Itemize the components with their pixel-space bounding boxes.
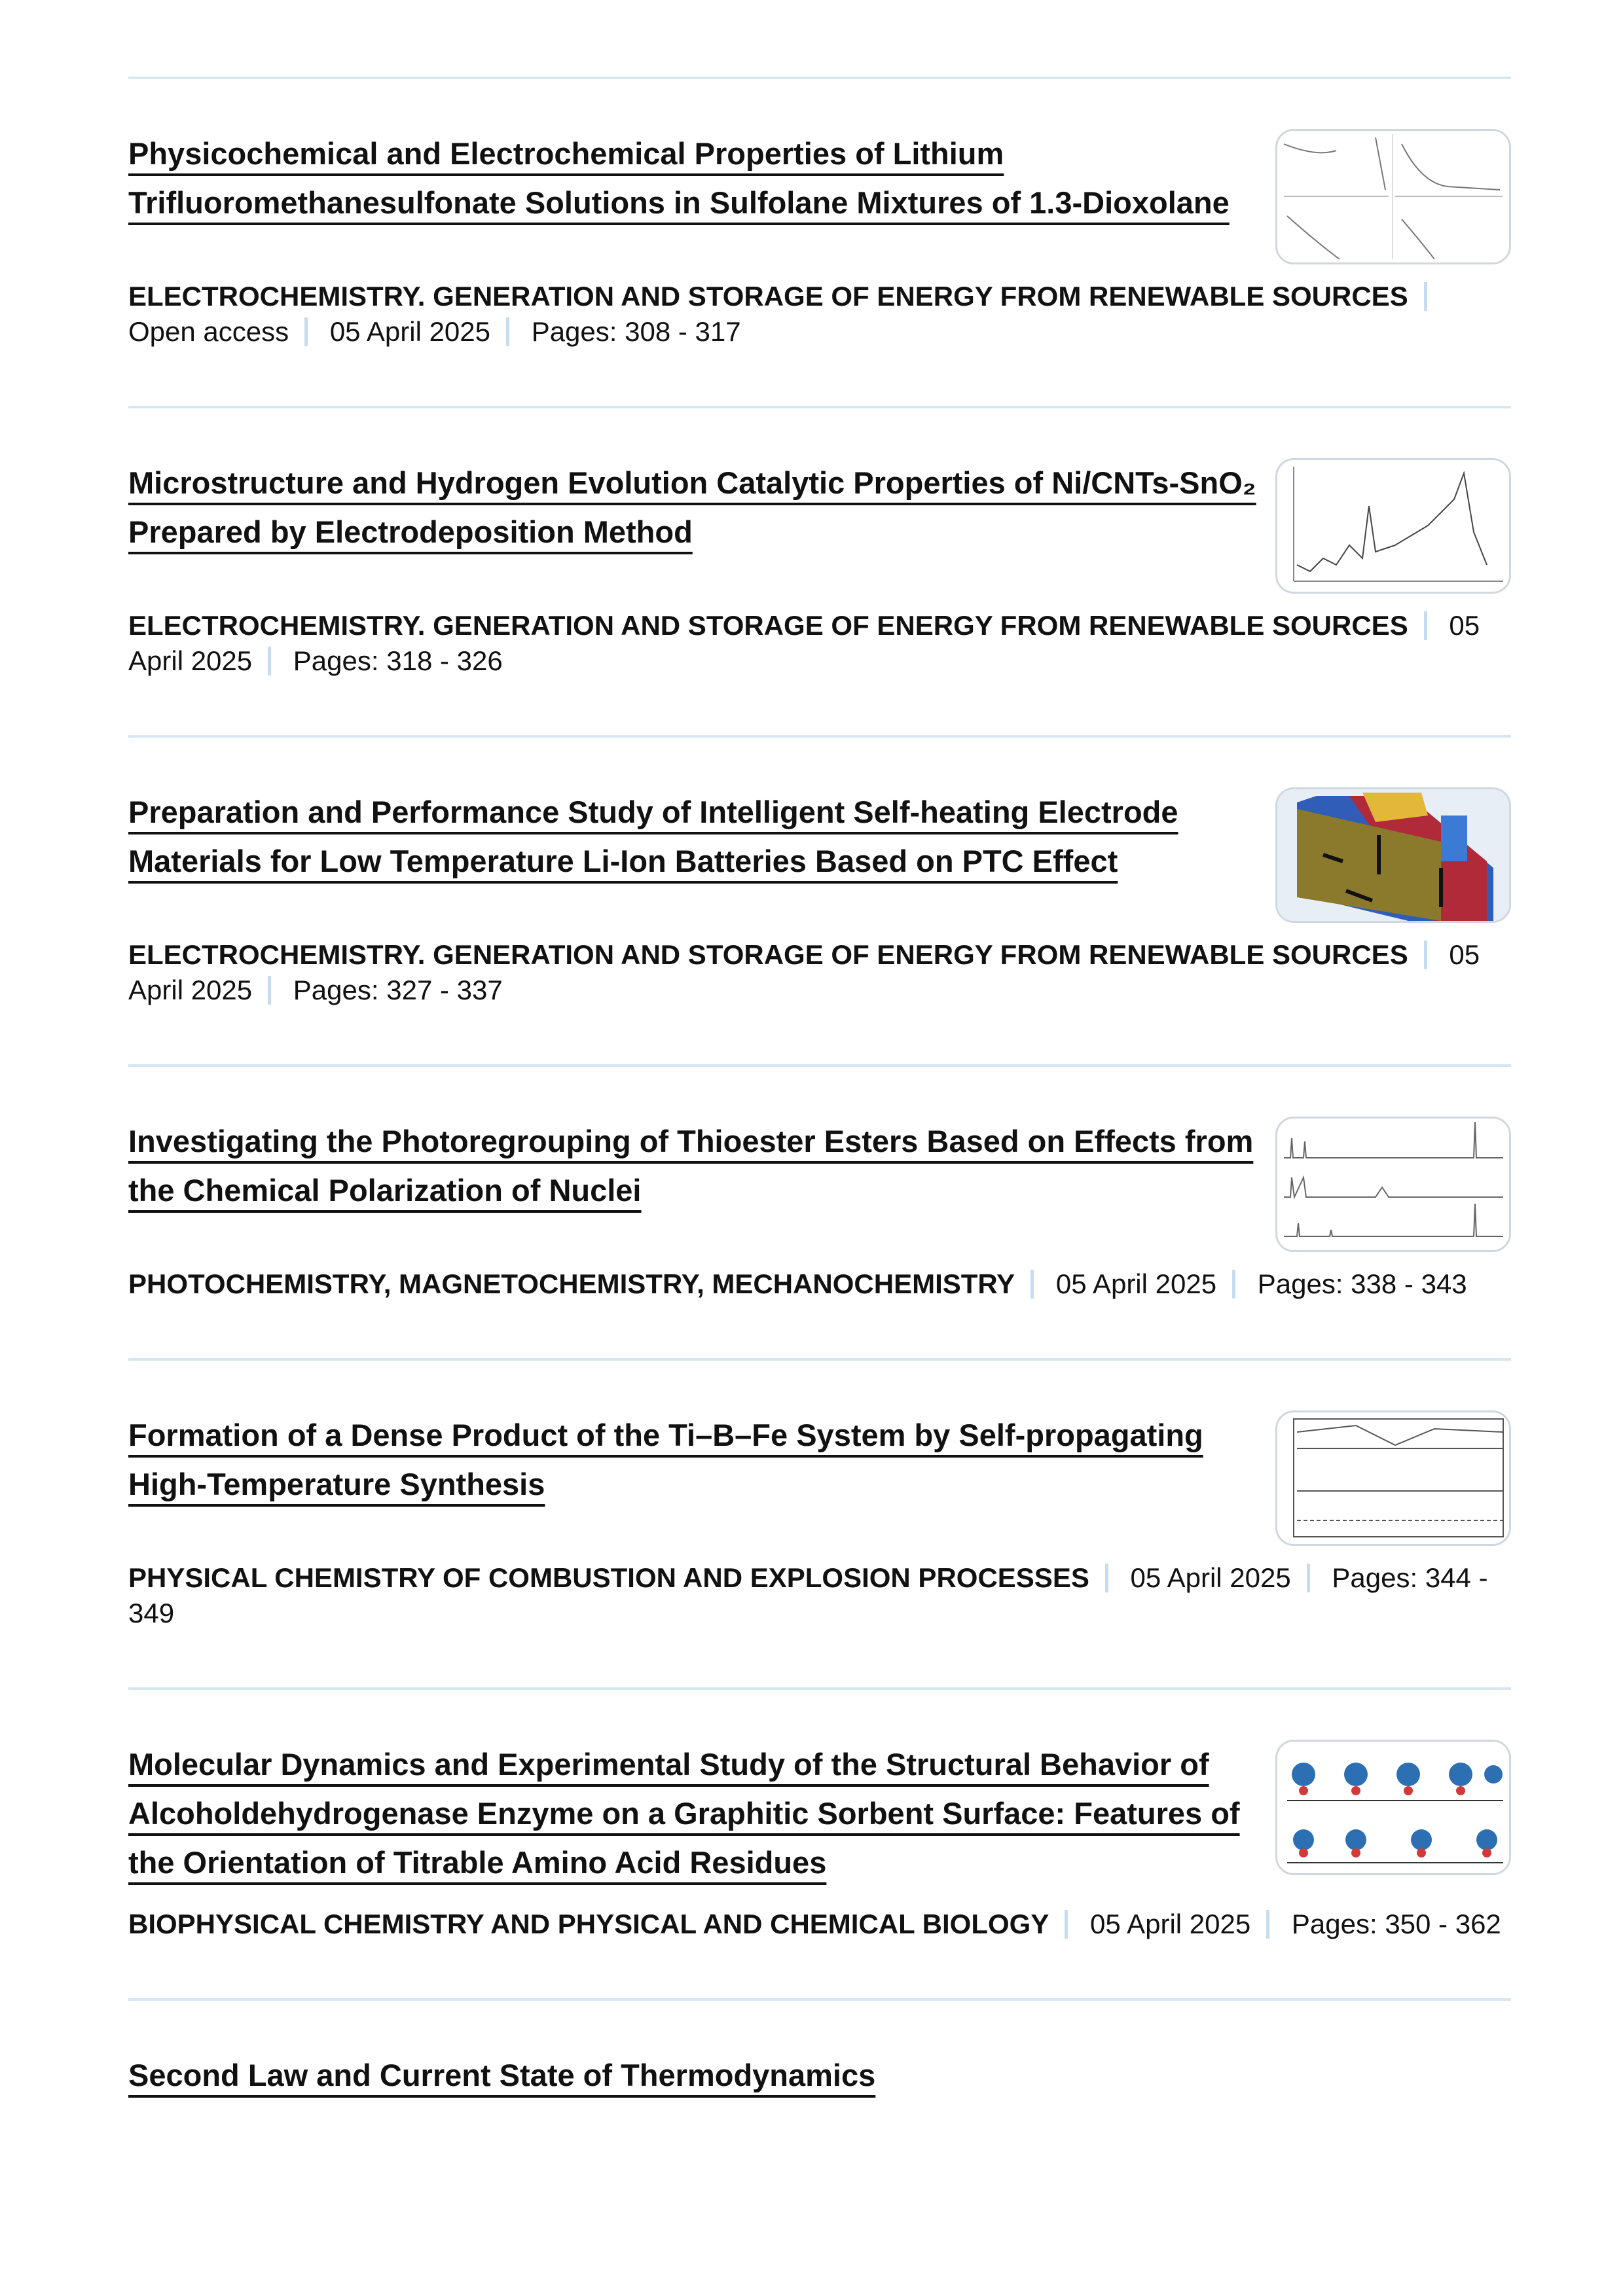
separator-bar xyxy=(1424,941,1427,969)
article-title-link[interactable]: Microstructure and Hydrogen Evolution Catalytic Properties of Ni/CNTs-SnO₂ Prepared by Electrodeposition Method xyxy=(128,465,1256,549)
section-link[interactable]: ELECTROCHEMISTRY. GENERATION AND STORAGE OF ENERGY FROM RENEWABLE SOURCES xyxy=(128,610,1408,641)
page-range: Pages: 308 - 317 xyxy=(531,316,741,347)
separator-bar xyxy=(1424,611,1427,640)
separator-bar xyxy=(1030,1270,1034,1299)
separator-bar xyxy=(1424,282,1427,311)
article-item xyxy=(128,1998,1511,2176)
separator-bar xyxy=(268,976,271,1005)
article-title xyxy=(128,458,1275,576)
article-thumbnail[interactable] xyxy=(1275,1410,1511,1546)
page-range: Pages: 318 - 326 xyxy=(293,645,503,676)
article-meta xyxy=(128,937,1511,1008)
article-item xyxy=(128,1064,1511,1358)
article-thumbnail[interactable] xyxy=(1275,458,1511,594)
separator-bar xyxy=(268,647,271,675)
separator-bar xyxy=(304,317,308,346)
publication-date: 05 April 2025 xyxy=(1055,1268,1217,1299)
article-thumbnail[interactable] xyxy=(1275,787,1511,923)
section-link[interactable]: BIOPHYSICAL CHEMISTRY AND PHYSICAL AND CHEMICAL BIOLOGY xyxy=(128,1909,1049,1939)
article-thumbnail[interactable] xyxy=(1275,1117,1511,1252)
publication-date: 05 April 2025 xyxy=(1090,1909,1251,1939)
article-meta xyxy=(128,1560,1511,1631)
section-link[interactable]: PHYSICAL CHEMISTRY OF COMBUSTION AND EXPLOSION PROCESSES xyxy=(128,1562,1089,1593)
article-title xyxy=(128,129,1275,247)
page-range: Pages: 344 - 349 xyxy=(128,1562,1488,1628)
article-title-link[interactable]: Investigating the Photoregrouping of Thioester Esters Based on Effects from the Chemical Polarization of Nuclei xyxy=(128,1124,1254,1208)
open-access-badge: Open access xyxy=(128,316,289,347)
article-item xyxy=(128,1687,1511,1998)
article-title xyxy=(128,1410,1275,1528)
article-title-link[interactable]: Second Law and Current State of Thermodynamics xyxy=(128,2058,876,2092)
separator-bar xyxy=(1105,1564,1108,1592)
article-title xyxy=(128,1740,1275,1907)
article-title xyxy=(128,787,1275,905)
page-range: Pages: 327 - 337 xyxy=(293,975,503,1005)
section-link[interactable]: ELECTROCHEMISTRY. GENERATION AND STORAGE OF ENERGY FROM RENEWABLE SOURCES xyxy=(128,939,1408,970)
article-title-link[interactable]: Molecular Dynamics and Experimental Study of the Structural Behavior of Alcoholdehydrogenase Enzyme on a Graphitic Sorbent Surface: Features of the Orientation of Titrable Amino Acid Residues xyxy=(128,1747,1240,1880)
separator-bar xyxy=(1232,1270,1235,1299)
publication-date: 05 April 2025 xyxy=(128,610,1480,676)
page-range: Pages: 350 - 362 xyxy=(1291,1909,1501,1939)
article-title-link[interactable]: Preparation and Performance Study of Intelligent Self-heating Electrode Materials for Low Temperature Li-Ion Batteries Based on PTC Effect xyxy=(128,795,1178,878)
article-thumbnail[interactable] xyxy=(1275,129,1511,264)
article-thumbnail[interactable] xyxy=(1275,1740,1511,1875)
article-meta xyxy=(128,608,1511,679)
publication-date: 05 April 2025 xyxy=(128,939,1480,1005)
article-item xyxy=(128,1358,1511,1687)
separator-bar xyxy=(506,317,509,346)
publication-date: 05 April 2025 xyxy=(1130,1562,1291,1593)
separator-bar xyxy=(1266,1910,1269,1939)
article-item xyxy=(128,406,1511,735)
article-meta xyxy=(128,279,1511,350)
separator-bar xyxy=(1065,1910,1068,1939)
page-range: Pages: 338 - 343 xyxy=(1257,1268,1467,1299)
article-title-link[interactable]: Physicochemical and Electrochemical Properties of Lithium Trifluoromethanesulfonate Solutions in Sulfolane Mixtures of 1.3-Dioxolane xyxy=(128,136,1230,220)
article-item xyxy=(128,77,1511,406)
section-link[interactable]: ELECTROCHEMISTRY. GENERATION AND STORAGE OF ENERGY FROM RENEWABLE SOURCES xyxy=(128,281,1408,312)
publication-date: 05 April 2025 xyxy=(329,316,491,347)
separator-bar xyxy=(1307,1564,1310,1592)
article-list xyxy=(128,77,1511,2176)
article-title xyxy=(128,2051,875,2119)
article-meta xyxy=(128,1266,1511,1302)
article-title-link[interactable]: Formation of a Dense Product of the Ti–B–Fe System by Self-propagating High-Temperature Synthesis xyxy=(128,1418,1203,1501)
article-meta xyxy=(128,1907,1511,1942)
article-title xyxy=(128,1117,1275,1234)
article-item xyxy=(128,735,1511,1064)
section-link[interactable]: PHOTOCHEMISTRY, MAGNETOCHEMISTRY, MECHANOCHEMISTRY xyxy=(128,1268,1015,1299)
